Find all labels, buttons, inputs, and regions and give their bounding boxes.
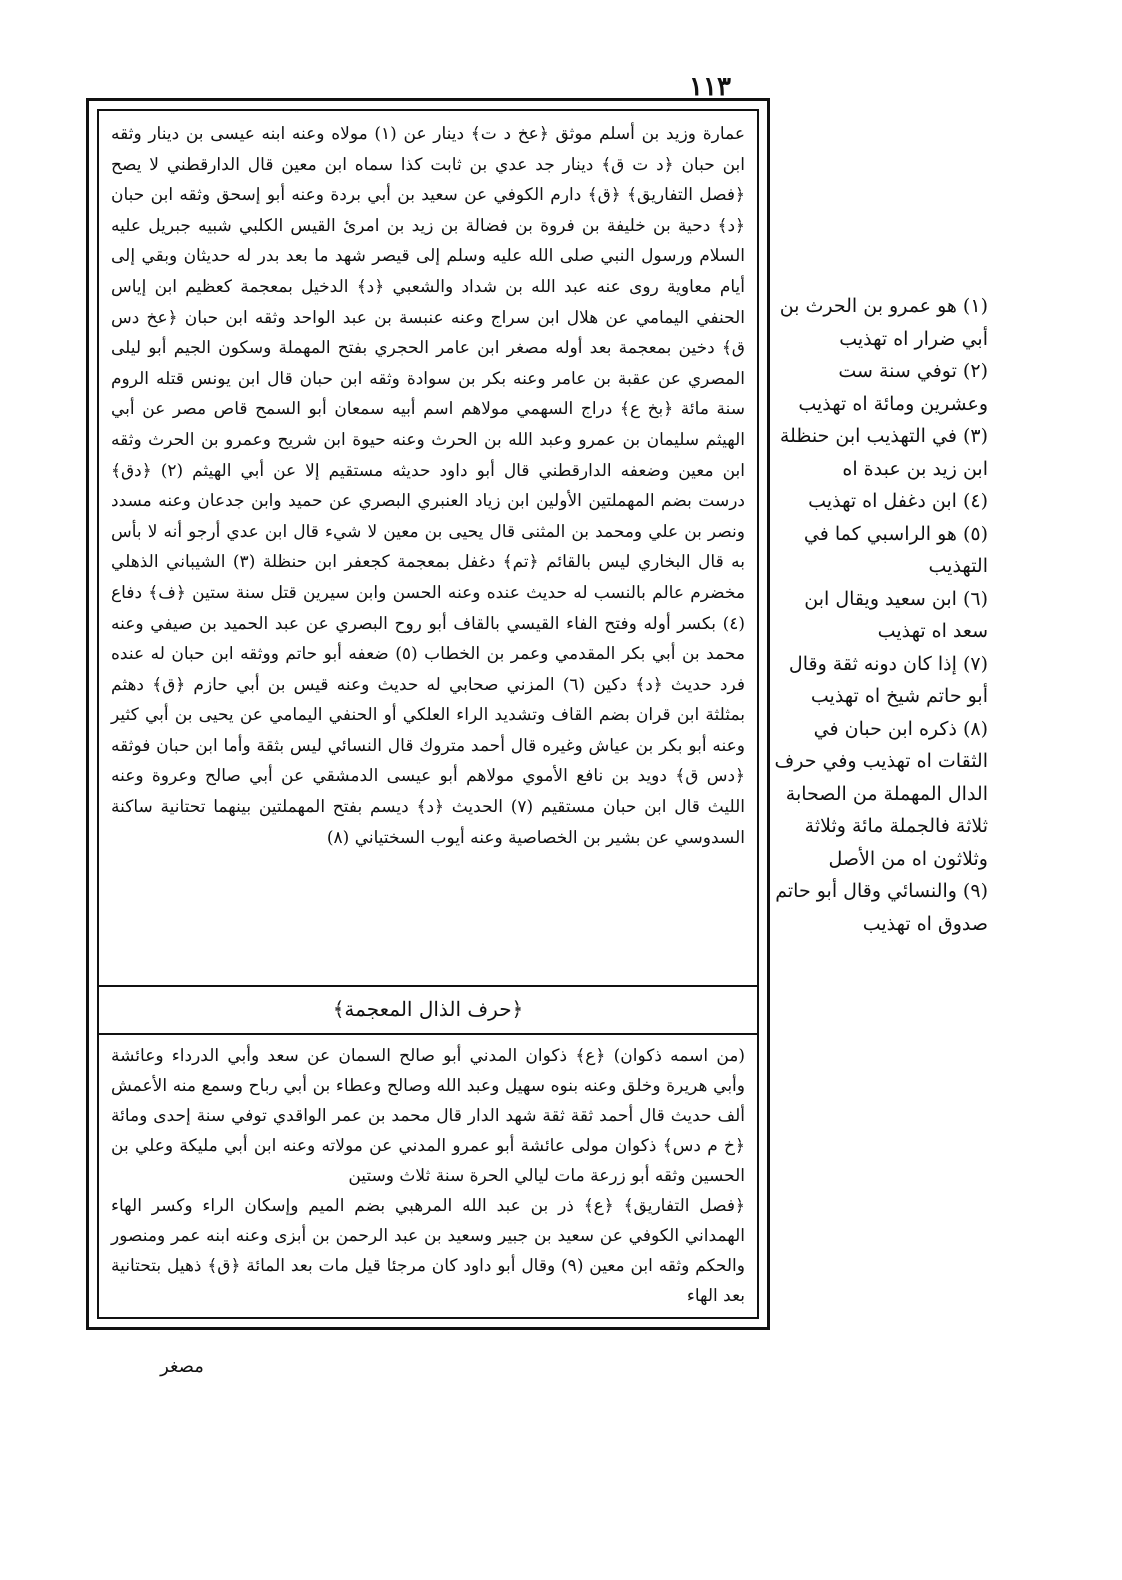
margin-note: (٢) توفي سنة ست وعشرين ومائة اه تهذيب bbox=[798, 360, 988, 415]
margin-notes bbox=[768, 290, 988, 990]
page-frame bbox=[86, 98, 770, 1330]
margin-note: (٦) ابن سعيد ويقال ابن سعد اه تهذيب bbox=[804, 587, 988, 642]
page-frame-inner bbox=[97, 109, 759, 1319]
margin-note: (٥) هو الراسبي كما في التهذيب bbox=[803, 522, 988, 577]
catchword: مصغر bbox=[160, 1356, 204, 1377]
margin-note: (٧) إذا كان دونه ثقة وقال أبو حاتم شيخ اه تهذيب bbox=[788, 652, 988, 707]
margin-note: (٤) ابن دغفل اه تهذيب bbox=[808, 490, 988, 512]
section-heading: ﴿حرف الذال المعجمة﴾ bbox=[332, 997, 524, 1021]
section-body-text bbox=[111, 1041, 745, 1321]
margin-note: (٣) في التهذيب ابن حنظلة ابن زيد بن عبدة اه bbox=[779, 425, 988, 480]
main-body-paragraph: عمارة وزيد بن أسلم موثق ﴿عخ د ت﴾ دينار عن (١) مولاه وعنه ابنه عيسى بن دينار وثقه ابن حبان ﴿د ت ق﴾ دينار جد عدي بن ثابت كذا سماه ابن معين قال الدارقطني لا يصح ﴿فصل التفاريق﴾ ﴿ق﴾ دارم الكوفي عن سعيد بن أبي بردة وعنه أبو إسحق وثقه ابن حبان ﴿د﴾ دحية بن خليفة بن فروة بن فضالة بن زيد بن امرئ القيس الكلبي شبيه جبريل عليه السلام ورسول النبي صلى الله عليه وسلم إلى قيصر شهد ما بعد بدر له حديثان وبقي إلى أيام معاوية روى عنه عبد الله بن شداد والشعبي ﴿د﴾ الدخيل بمعجمة كعظيم ابن إياس الحنفي اليمامي عن هلال ابن سراج وعنه عنبسة بن عبد الواحد وثقه ابن حبان ﴿عخ دس ق﴾ دخين بمعجمة بعد أوله مصغر ابن عامر الحجري بفتح المهملة وسكون الجيم أبو ليلى المصري عن عقبة بن عامر وعنه بكر بن سوادة وثقه ابن حبان قال ابن يونس قتله الروم سنة مائة ﴿بخ ع﴾ دراج السهمي مولاهم اسم أبيه سمعان أبو السمح قاص مصر عن أبي الهيثم سليمان بن عمرو وعبد الله بن الحرث وعنه حيوة ابن شريح وعمرو بن الحرث وثقه ابن معين وضعفه الدارقطني قال أبو داود حديثه مستقيم إلا عن أبي الهيثم (٢) ﴿دق﴾ درست بضم المهملتين الأولين ابن زياد العنبري البصري عن حميد وابن جدعان وعنه مسدد ونصر بن علي ومحمد بن المثنى قال يحيى بن معين لا شيء قال ابن عدي أرجو أنه لا بأس به قال البخاري ليس بالقائم ﴿تم﴾ دغفل بمعجمة كجعفر ابن حنظلة (٣) الشيباني الذهلي مخضرم عالم بالنسب له حديث عنده وعنه الحسن وابن سيرين قتل سنة ستين ﴿ف﴾ دفاع (٤) بكسر أوله وفتح الفاء القيسي بالقاف أبو روح البصري عن عبد الحميد بن صيفي وعنه محمد بن أبي بكر المقدمي وعمر بن الخطاب (٥) ضعفه أبو حاتم ووثقه ابن حبان له عنده فرد حديث ﴿د﴾ دكين (٦) المزني صحابي له حديث وعنه قيس بن أبي حازم ﴿ق﴾ دهثم بمثلثة ابن قران بضم القاف وتشديد الراء العلكي أو الحنفي اليمامي عن يحيى بن أبي كثير وعنه أبو بكر بن عياش وغيره قال أحمد متروك قال النسائي ليس بثقة وأما ابن حبان فوثقه ﴿دس ق﴾ دويد بن نافع الأموي مولاهم أبو عيسى الدمشقي عن أبي صالح وعروة وعنه الليث قال ابن حبان مستقيم (٧) الحديث ﴿د﴾ ديسم بفتح المهملتين بينهما تحتانية ساكنة السدوسي عن بشير بن الخصاصية وعنه أيوب السختياني (٨) bbox=[111, 124, 745, 848]
section-paragraph: (من اسمه ذكوان) ﴿ع﴾ ذكوان المدني أبو صالح السمان عن سعد وأبي الدرداء وعائشة وأبي هريرة وخلق وعنه بنوه سهيل وعبد الله وصالح وعطاء بن أبي رباح وسمع منه الأعمش ألف حديث قال أحمد ثقة ثقة شهد الدار قال محمد بن عمر الواقدي توفي سنة إحدى ومائة ﴿خ م دس﴾ ذكوان مولى عائشة أبو عمرو المدني عن مولاته وعنه ابن أبي مليكة وعلي بن الحسين وثقه أبو زرعة مات ليالي الحرة سنة ثلاث وستين bbox=[111, 1046, 745, 1186]
margin-note: (١) هو عمرو بن الحرث بن أبي ضرار اه تهذيب bbox=[779, 295, 988, 350]
section-paragraph: ﴿فصل التفاريق﴾ ﴿ع﴾ ذر بن عبد الله المرهبي بضم الميم وإسكان الراء وكسر الهاء الهمداني الكوفي عن سعيد بن جبير وسعيد بن عبد الرحمن بن أبزى وعنه ابنه عمر ومنصور والحكم وثقه ابن معين (٩) وقال أبو داود كان مرجئا قيل مات بعد المائة ﴿ق﴾ ذهيل بتحتانية بعد الهاء bbox=[111, 1196, 745, 1306]
page-number: ١١٣ bbox=[689, 72, 731, 102]
margin-note: (٩) والنسائي وقال أبو حاتم صدوق اه تهذيب bbox=[775, 880, 988, 935]
section-top-rule bbox=[99, 985, 757, 987]
main-body-text bbox=[111, 119, 745, 939]
section-bottom-rule bbox=[99, 1033, 757, 1035]
margin-note: (٨) ذكره ابن حبان في الثقات اه تهذيب وفي حرف الدال المهملة من الصحابة ثلاثة فالجملة مائة وثلاثة وثلاثون اه من الأصل bbox=[774, 717, 988, 870]
